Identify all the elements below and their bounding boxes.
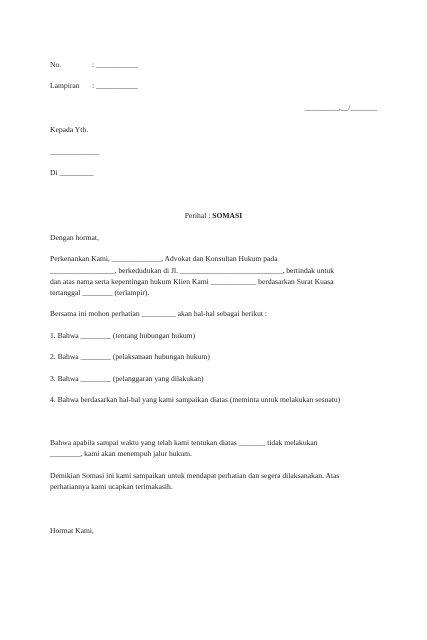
recipient-name-line: _____________	[50, 147, 100, 156]
warning-line: ________, kami akan menempuh jalur hukum.	[50, 449, 192, 458]
list-item: 1. Bahwa ________ (tentang hubungan hukum)	[50, 331, 196, 340]
list-item: 4. Bahwa berdasarkan hal-hal yang kami sampaikan diatas (meminta untuk melakukan sesuatu)	[50, 395, 341, 404]
intro-line: dan atas nama serta kepentingan hukum Klien Kami ____________ berdasarkan Surat Kuasa	[50, 277, 334, 286]
subject-title: SOMASI	[212, 211, 243, 220]
recipient-di: Di _________	[50, 168, 94, 177]
closing-line: Demikian Somasi ini kami sampaikan untuk mendapat perhatian dan segera dilaksanakan. Atas	[50, 471, 340, 480]
closing-line: perhatiannya kami ucapkan terimakasih.	[50, 482, 173, 491]
lampiran-value: : ___________	[92, 81, 138, 90]
intro-line: _________________, berkedudukan di Jl. ___________________________, bertindak untuk	[50, 266, 335, 275]
intro-line: Perkenankan Kami, _____________, Advokat dan Konsultan Hukum pada	[50, 254, 278, 263]
list-item: 2. Bahwa ________ (pelaksanaan hubungan hukum)	[50, 352, 210, 361]
request-line: Bersama ini mohon perhatian _________ akan hal-hal sebagai berikut :	[50, 309, 267, 318]
recipient-kepada: Kepada Yth.	[50, 125, 89, 134]
lampiran-label: Lampiran	[50, 81, 80, 90]
signoff: Hormat Kami,	[50, 526, 94, 535]
list-item: 3. Bahwa ________ (pelanggaran yang dilakukan)	[50, 374, 204, 383]
no-value: : ___________	[92, 60, 138, 69]
warning-line: Bahwa apabila sampai waktu yang telah kami tentukan diatas _______ tidak melakukan	[50, 438, 318, 447]
greeting: Dengan hormat,	[50, 233, 99, 242]
intro-line: tertanggal ________ (terlampir).	[50, 288, 150, 297]
subject-line	[0, 211, 427, 220]
date-line: _________,__/_______	[304, 103, 377, 112]
no-label: No.	[50, 60, 62, 69]
subject-prefix: Perihal :	[184, 211, 213, 220]
